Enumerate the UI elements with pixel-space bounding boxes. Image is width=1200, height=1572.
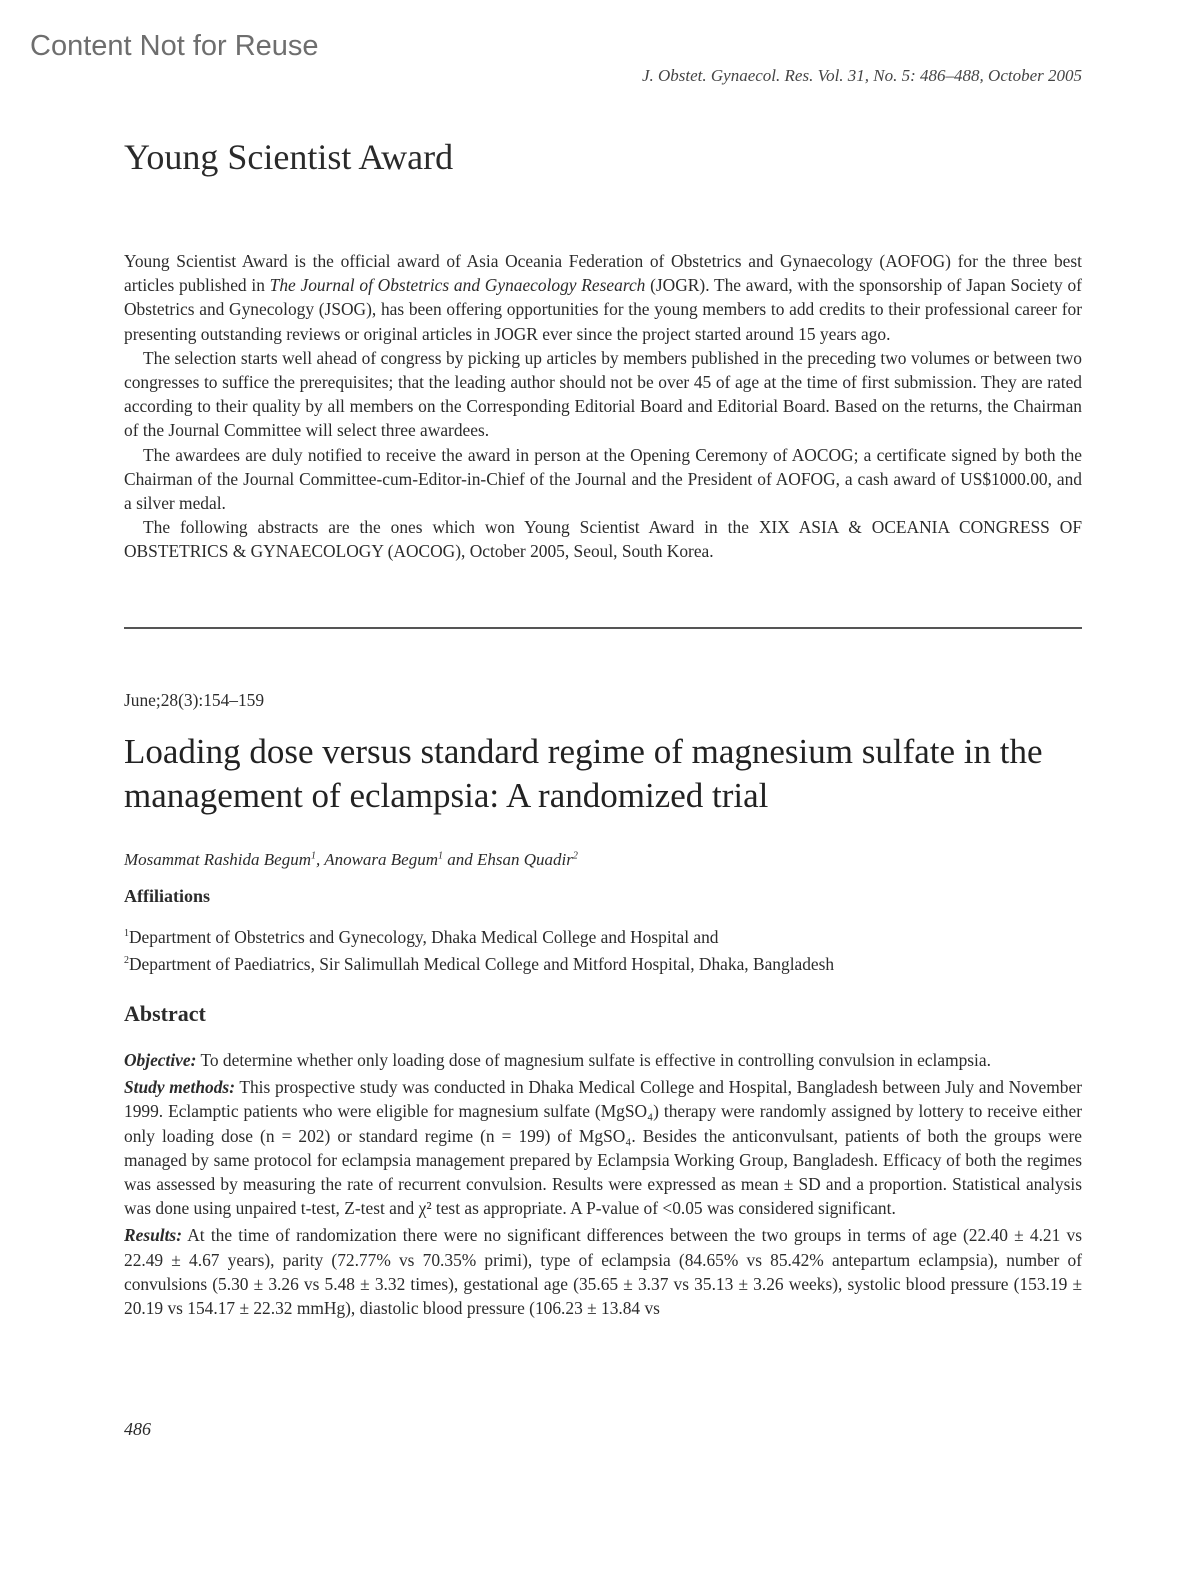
- intro-paragraph: The selection starts well ahead of congress by picking up articles by members published in the preceding two volumes or between two congresses to suffice the prerequisites; that the leading author should not be over 45 of age at the time of first submission. They are rated according to their quality by all members on the Corresponding Editorial Board and Editorial Board. Based on the returns, the Chairman of the Journal Committee will select three awardees.: [124, 347, 1082, 441]
- author-name: Mosammat Rashida Begum: [124, 850, 311, 869]
- intro-paragraph: [124, 249, 1082, 346]
- results-label: Results:: [124, 1225, 182, 1246]
- intro-text-span: (JOGR). The award, with the sponsorship of Japan Society of Obstetrics and Gynecology (JSOG), has been offering opportunities for the young members to add credits to their professional career for presenting outstanding reviews or original articles in JOGR ever since the project started around 15 years ago.: [124, 275, 1082, 344]
- intro-text: [124, 249, 1082, 564]
- affiliation-item: [124, 922, 834, 949]
- article-title: Loading dose versus standard regime of magnesium sulfate in the management of eclampsia: A randomized trial: [124, 732, 1043, 815]
- watermark: Content Not for Reuse: [30, 30, 319, 62]
- abstract-body: [124, 1048, 1082, 1323]
- running-head: J. Obstet. Gynaecol. Res. Vol. 31, No. 5: 486–488, October 2005: [641, 66, 1082, 85]
- intro-text-span: Young Scientist Award is the official award of Asia Oceania Federation of Obstetrics and Gynaecology (AOFOG) for the three best articles published in: [124, 251, 1082, 296]
- affiliation-item: [124, 949, 834, 976]
- objective-label: Objective:: [124, 1050, 197, 1070]
- objective-text: To determine whether only loading dose of magnesium sulfate is effective in controlling convulsion in eclampsia.: [196, 1050, 991, 1070]
- affiliation-text: Department of Obstetrics and Gynecology, Dhaka Medical College and Hospital and: [129, 926, 719, 947]
- affiliations-list: [124, 922, 834, 976]
- affiliations-heading: Affiliations: [124, 886, 211, 906]
- author-separator: and: [442, 850, 477, 869]
- author-separator: ,: [315, 850, 325, 869]
- abstract-results: [124, 1223, 1082, 1320]
- affiliation-mark: 2: [124, 954, 129, 966]
- author-affiliation-mark: 1: [437, 850, 443, 862]
- affiliation-text: Department of Paediatrics, Sir Salimullah Medical College and Mitford Hospital, Dhaka, Bangladesh: [129, 953, 835, 974]
- section-divider: [124, 627, 1082, 629]
- author-name: Anowara Begum: [324, 850, 438, 869]
- journal-name: The Journal of Obstetrics and Gynaecology Research: [269, 275, 646, 296]
- affiliation-mark: 1: [124, 928, 129, 939]
- author-affiliation-mark: 2: [572, 850, 578, 862]
- author-name: Ehsan Quadir: [476, 850, 573, 869]
- page-number: 486: [124, 1419, 151, 1439]
- abstract-objective: [124, 1048, 1082, 1072]
- author-affiliation-mark: 1: [310, 850, 316, 862]
- abstract-methods: [124, 1075, 1082, 1220]
- article-citation: June;28(3):154–159: [124, 690, 265, 710]
- methods-label: Study methods:: [124, 1077, 235, 1098]
- abstract-heading: Abstract: [124, 1001, 206, 1026]
- section-title: Young Scientist Award: [124, 137, 454, 177]
- intro-paragraph: The following abstracts are the ones which won Young Scientist Award in the XIX ASIA & OCEANIA CONGRESS OF OBSTETRICS & GYNAECOLOGY (AOCOG), October 2005, Seoul, South Korea.: [124, 517, 1082, 562]
- author-list: [124, 850, 578, 870]
- intro-paragraph: The awardees are duly notified to receive the award in person at the Opening Ceremony of AOCOG; a certificate signed by both the Chairman of the Journal Committee-cum-Editor-in-Chief of the Journal and the President of AOFOG, a cash award of US$1000.00, and a silver medal.: [124, 444, 1082, 514]
- results-text: At the time of randomization there were no significant differences between the two groups in terms of age (22.40 ± 4.21 vs 22.49 ± 4.67 years), parity (72.77% vs 70.35% primi), type of eclampsia (84.65% vs 85.42% antepartum eclampsia), number of convulsions (5.30 ± 3.26 vs 5.48 ± 3.32 times), gestational age (35.65 ± 3.37 vs 35.13 ± 3.26 weeks), systolic blood pressure (153.19 ± 20.19 vs 154.17 ± 22.32 mmHg), diastolic blood pressure (106.23 ± 13.84 vs: [124, 1225, 1082, 1319]
- methods-text: This prospective study was conducted in Dhaka Medical College and Hospital, Bangladesh between July and November 1999. Eclamptic patients who were eligible for magnesium sulfate (MgSO₄) therapy were randomly assigned by lottery to receive either only loading dose (n = 202) or standard regime (n = 199) of MgSO₄. Besides the anticonvulsant, patients of both the groups were managed by same protocol for eclampsia management prepared by Eclampsia Working Group, Bangladesh. Efficacy of both the regimes was assessed by measuring the rate of recurrent convulsion. Results were expressed as mean ± SD and a proportion. Statistical analysis was done using unpaired t-test, Z-test and χ² test as appropriate. A P-value of <0.05 was considered significant.: [124, 1077, 1082, 1219]
